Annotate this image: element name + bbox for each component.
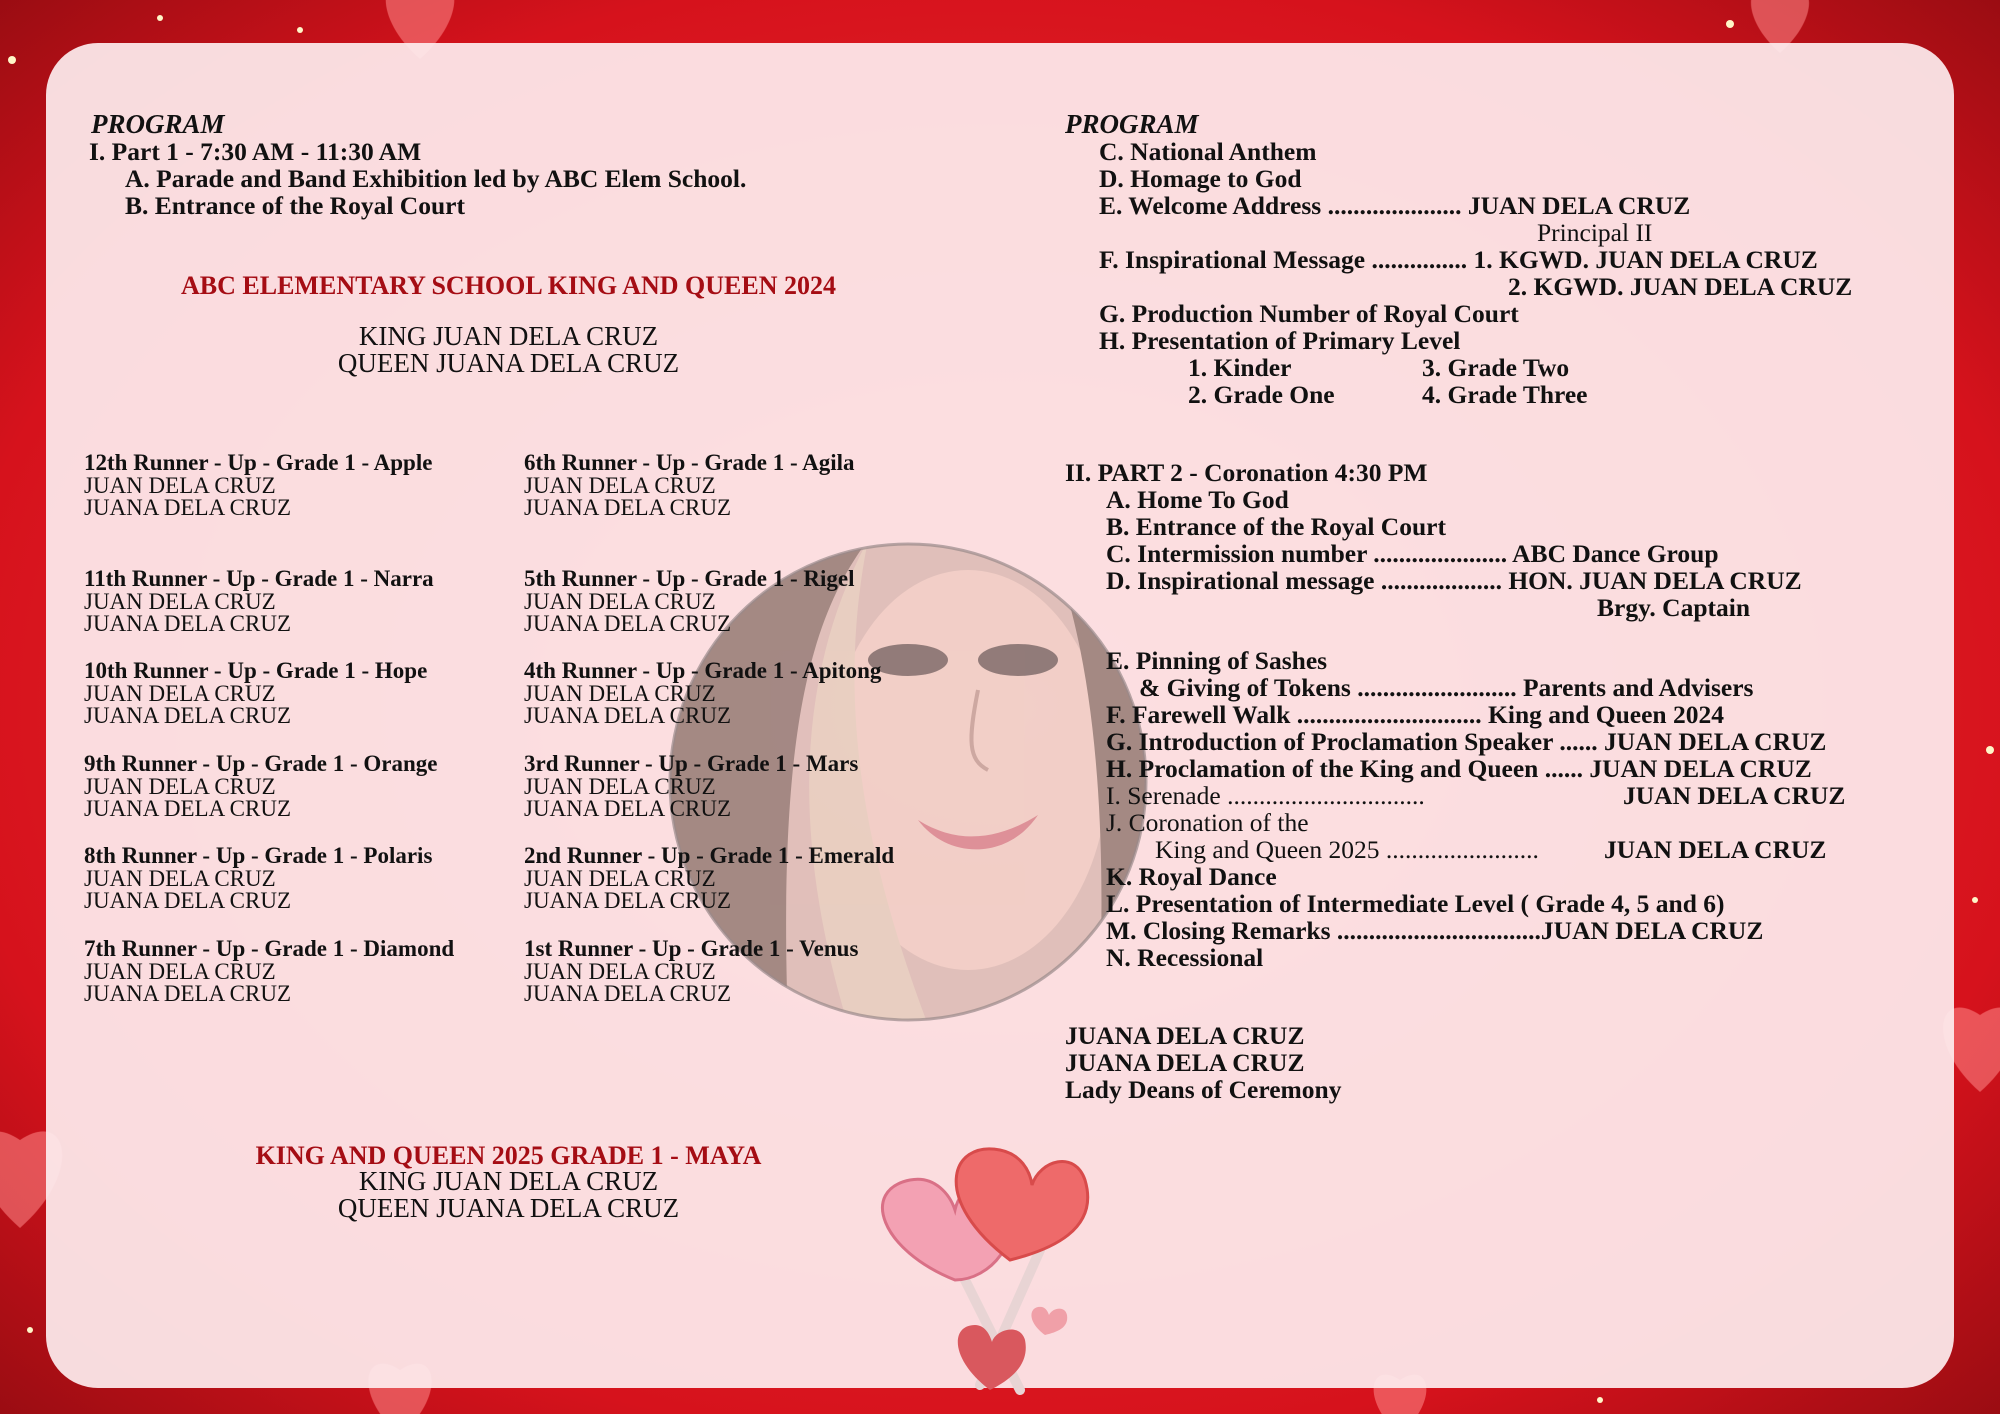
- queen-2025: QUEEN JUANA DELA CRUZ: [337, 1193, 680, 1223]
- runner-up-title: 5th Runner - Up - Grade 1 - Rigel: [524, 566, 855, 591]
- dean-1: JUANA DELA CRUZ: [1065, 1021, 1305, 1050]
- item-f: F. Inspirational Message ............... 1. KGWD. JUAN DELA CRUZ: [1099, 245, 1818, 274]
- p2-item-a: A. Home To God: [1106, 485, 1289, 514]
- runner-up-block: [84, 938, 454, 1006]
- queen-2024: QUEEN JUANA DELA CRUZ: [337, 348, 680, 378]
- p2-item-b: B. Entrance of the Royal Court: [1106, 512, 1446, 541]
- p2-item-f: F. Farewell Walk ............................. King and Queen 2024: [1106, 700, 1724, 729]
- h-item-kinder: 1. Kinder: [1188, 353, 1292, 382]
- p2-item-j-2: King and Queen 2025 ........................: [1155, 835, 1539, 864]
- left-program-title: PROGRAM: [91, 109, 225, 139]
- p2-item-c: C. Intermission number ..................... ABC Dance Group: [1106, 539, 1719, 568]
- item-d: D. Homage to God: [1099, 164, 1302, 193]
- item-e: E. Welcome Address ..................... JUAN DELA CRUZ: [1099, 191, 1691, 220]
- p2-item-j-name: JUAN DELA CRUZ: [1604, 835, 1827, 864]
- p2-item-l: L. Presentation of Intermediate Level ( Grade 4, 5 and 6): [1106, 889, 1725, 918]
- runner-up-block: [84, 452, 432, 520]
- runner-up-queen-name: JUANA DELA CRUZ: [84, 703, 292, 728]
- runner-up-block: [84, 845, 432, 913]
- runner-up-block: [524, 660, 881, 728]
- runner-up-title: 6th Runner - Up - Grade 1 - Agila: [524, 450, 855, 475]
- part2-heading: II. PART 2 - Coronation 4:30 PM: [1065, 458, 1428, 487]
- deans-label: Lady Deans of Ceremony: [1065, 1075, 1342, 1104]
- runner-up-block: [84, 753, 438, 821]
- king-2025: KING JUAN DELA CRUZ: [358, 1166, 659, 1196]
- runner-up-title: 8th Runner - Up - Grade 1 - Polaris: [84, 843, 433, 868]
- p2-item-m: M. Closing Remarks ................................JUAN DELA CRUZ: [1106, 916, 1764, 945]
- item-c: C. National Anthem: [1099, 137, 1317, 166]
- runner-up-title: 2nd Runner - Up - Grade 1 - Emerald: [524, 843, 895, 868]
- runner-up-block: [524, 568, 855, 636]
- runner-up-king-name: JUAN DELA CRUZ: [84, 773, 276, 799]
- runner-up-king-name: JUAN DELA CRUZ: [524, 588, 716, 614]
- king-2024: KING JUAN DELA CRUZ: [358, 321, 659, 351]
- item-g: G. Production Number of Royal Court: [1099, 299, 1519, 328]
- runner-up-title: 1st Runner - Up - Grade 1 - Venus: [524, 936, 859, 961]
- runner-up-title: 3rd Runner - Up - Grade 1 - Mars: [524, 751, 859, 776]
- p2-item-i: I. Serenade ...............................: [1106, 781, 1425, 810]
- runner-up-queen-name: JUANA DELA CRUZ: [524, 495, 732, 520]
- part1-heading: I. Part 1 - 7:30 AM - 11:30 AM: [89, 137, 422, 166]
- dean-2: JUANA DELA CRUZ: [1065, 1048, 1305, 1077]
- runner-up-king-name: JUAN DELA CRUZ: [524, 472, 716, 498]
- runner-up-queen-name: JUANA DELA CRUZ: [524, 888, 732, 913]
- runner-up-queen-name: JUANA DELA CRUZ: [84, 495, 292, 520]
- runner-up-block: [84, 568, 434, 636]
- part1-item-b: B. Entrance of the Royal Court: [125, 191, 465, 220]
- runner-up-title: 11th Runner - Up - Grade 1 - Narra: [84, 566, 434, 591]
- runner-up-block: [524, 452, 855, 520]
- runner-up-block: [524, 938, 858, 1006]
- runner-up-queen-name: JUANA DELA CRUZ: [524, 611, 732, 636]
- part1-item-a: A. Parade and Band Exhibition led by ABC Elem School.: [125, 164, 747, 193]
- runner-up-block: [524, 845, 894, 913]
- runner-up-king-name: JUAN DELA CRUZ: [84, 472, 276, 498]
- p2-item-k: K. Royal Dance: [1106, 862, 1277, 891]
- runner-up-king-name: JUAN DELA CRUZ: [524, 958, 716, 984]
- p2-item-i-name: JUAN DELA CRUZ: [1623, 781, 1846, 810]
- runner-up-king-name: JUAN DELA CRUZ: [84, 865, 276, 891]
- item-h: H. Presentation of Primary Level: [1099, 326, 1461, 355]
- p2-item-d-title: Brgy. Captain: [1597, 593, 1751, 622]
- p2-item-e: E. Pinning of Sashes: [1106, 646, 1328, 675]
- runner-up-king-name: JUAN DELA CRUZ: [84, 680, 276, 706]
- item-f-2: 2. KGWD. JUAN DELA CRUZ: [1508, 272, 1853, 301]
- runner-up-king-name: JUAN DELA CRUZ: [84, 588, 276, 614]
- p2-item-g: G. Introduction of Proclamation Speaker ...... JUAN DELA CRUZ: [1106, 727, 1827, 756]
- p2-item-d: D. Inspirational message ................... HON. JUAN DELA CRUZ: [1106, 566, 1802, 595]
- runner-up-king-name: JUAN DELA CRUZ: [84, 958, 276, 984]
- heading-2025: KING AND QUEEN 2025 GRADE 1 - MAYA: [255, 1141, 762, 1170]
- runner-up-block: [524, 753, 858, 821]
- runner-up-queen-name: JUANA DELA CRUZ: [84, 981, 292, 1006]
- h-item-grade-three: 4. Grade Three: [1422, 380, 1588, 409]
- runner-up-queen-name: JUANA DELA CRUZ: [524, 796, 732, 821]
- item-e-title: Principal II: [1537, 218, 1653, 247]
- runner-up-queen-name: JUANA DELA CRUZ: [84, 796, 292, 821]
- runner-up-title: 9th Runner - Up - Grade 1 - Orange: [84, 751, 438, 776]
- heading-2024: ABC ELEMENTARY SCHOOL KING AND QUEEN 2024: [181, 271, 836, 300]
- p2-item-e-2: & Giving of Tokens ......................... Parents and Advisers: [1139, 673, 1754, 702]
- p2-item-j: J. Coronation of the: [1106, 808, 1309, 837]
- runner-up-title: 10th Runner - Up - Grade 1 - Hope: [84, 658, 428, 683]
- runner-up-queen-name: JUANA DELA CRUZ: [524, 981, 732, 1006]
- runner-up-title: 7th Runner - Up - Grade 1 - Diamond: [84, 936, 455, 961]
- runner-up-king-name: JUAN DELA CRUZ: [524, 865, 716, 891]
- runner-up-block: [84, 660, 427, 728]
- runner-up-king-name: JUAN DELA CRUZ: [524, 773, 716, 799]
- p2-item-h: H. Proclamation of the King and Queen ...... JUAN DELA CRUZ: [1106, 754, 1812, 783]
- runner-up-queen-name: JUANA DELA CRUZ: [84, 888, 292, 913]
- h-item-grade-two: 3. Grade Two: [1422, 353, 1570, 382]
- runner-up-queen-name: JUANA DELA CRUZ: [524, 703, 732, 728]
- runner-up-title: 4th Runner - Up - Grade 1 - Apitong: [524, 658, 882, 683]
- runner-up-title: 12th Runner - Up - Grade 1 - Apple: [84, 450, 433, 475]
- runner-up-queen-name: JUANA DELA CRUZ: [84, 611, 292, 636]
- right-program-title: PROGRAM: [1065, 109, 1199, 139]
- h-item-grade-one: 2. Grade One: [1188, 380, 1335, 409]
- p2-item-n: N. Recessional: [1106, 943, 1264, 972]
- runner-up-king-name: JUAN DELA CRUZ: [524, 680, 716, 706]
